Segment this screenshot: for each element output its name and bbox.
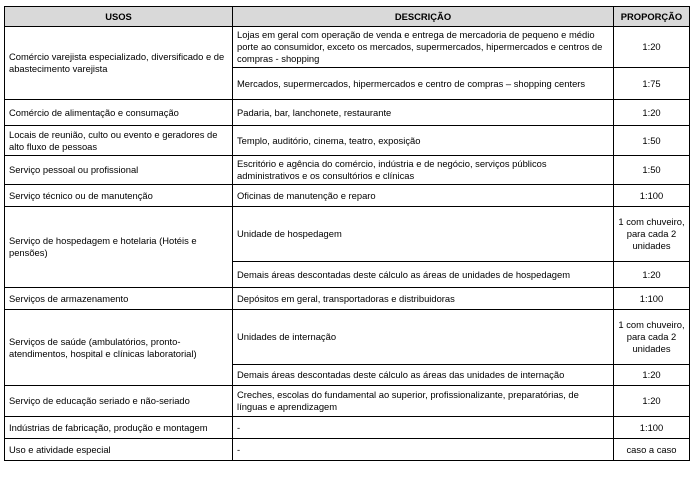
proporcao-cell: 1 com chuveiro, para cada 2 unidades [614,207,690,262]
uso-cell: Serviço de hospedagem e hotelaria (Hotéis e pensões) [5,207,233,288]
table-row [5,310,690,365]
header-proporcao: PROPORÇÃO [614,7,690,27]
uso-cell: Indústrias de fabricação, produção e montagem [5,417,233,439]
table-row [5,288,690,310]
descricao-cell: Depósitos em geral, transportadoras e distribuidoras [233,288,614,310]
table-row [5,156,690,185]
uso-cell: Serviço de educação seriado e não-seriado [5,386,233,417]
table-row [5,100,690,126]
uso-cell: Serviços de saúde (ambulatórios, pronto-atendimentos, hospital e clínicas laboratorial) [5,310,233,386]
proporcao-cell: 1:50 [614,156,690,185]
descricao-cell: Oficinas de manutenção e reparo [233,185,614,207]
proporcao-cell: caso a caso [614,439,690,461]
descricao-cell: - [233,439,614,461]
uso-cell: Serviços de armazenamento [5,288,233,310]
uso-cell: Comércio varejista especializado, diversificado e de abastecimento varejista [5,27,233,100]
table-row [5,27,690,68]
proporcao-cell: 1 com chuveiro, para cada 2 unidades [614,310,690,365]
table-row [5,439,690,461]
descricao-cell: Unidade de hospedagem [233,207,614,262]
uso-cell: Uso e atividade especial [5,439,233,461]
proporcao-cell: 1:20 [614,365,690,386]
proporcao-cell: 1:20 [614,386,690,417]
proporcao-cell: 1:100 [614,417,690,439]
proporcao-cell: 1:20 [614,27,690,68]
descricao-cell: Escritório e agência do comércio, indústria e de negócio, serviços públicos administrativos e os consultórios e clínicas [233,156,614,185]
uso-cell: Serviço pessoal ou profissional [5,156,233,185]
descricao-cell: Mercados, supermercados, hipermercados e centro de compras – shopping centers [233,68,614,100]
descricao-cell: Demais áreas descontadas deste cálculo as áreas das unidades de internação [233,365,614,386]
descricao-cell: Demais áreas descontadas deste cálculo as áreas de unidades de hospedagem [233,262,614,288]
table-row [5,126,690,156]
descricao-cell: Unidades de internação [233,310,614,365]
descricao-cell: Templo, auditório, cinema, teatro, exposição [233,126,614,156]
descricao-cell: Lojas em geral com operação de venda e entrega de mercadoria de pequeno e médio porte ao consumidor, exceto os mercados, supermercados, hipermercados e centros de compras - shopping [233,27,614,68]
proporcao-cell: 1:100 [614,288,690,310]
descricao-cell: Padaria, bar, lanchonete, restaurante [233,100,614,126]
proporcao-cell: 1:50 [614,126,690,156]
table-row [5,386,690,417]
proporcao-cell: 1:20 [614,100,690,126]
header-usos: USOS [5,7,233,27]
table-header-row [5,7,690,27]
table-row [5,417,690,439]
uso-cell: Locais de reunião, culto ou evento e geradores de alto fluxo de pessoas [5,126,233,156]
header-descricao: DESCRIÇÃO [233,7,614,27]
descricao-cell: - [233,417,614,439]
uso-cell: Comércio de alimentação e consumação [5,100,233,126]
table-row [5,207,690,262]
proporcao-cell: 1:75 [614,68,690,100]
proporcao-cell: 1:100 [614,185,690,207]
table-row [5,185,690,207]
uso-cell: Serviço técnico ou de manutenção [5,185,233,207]
descricao-cell: Creches, escolas do fundamental ao superior, profissionalizante, preparatórias, de línguas e aprendizagem [233,386,614,417]
proporcao-cell: 1:20 [614,262,690,288]
usos-table [4,6,690,461]
